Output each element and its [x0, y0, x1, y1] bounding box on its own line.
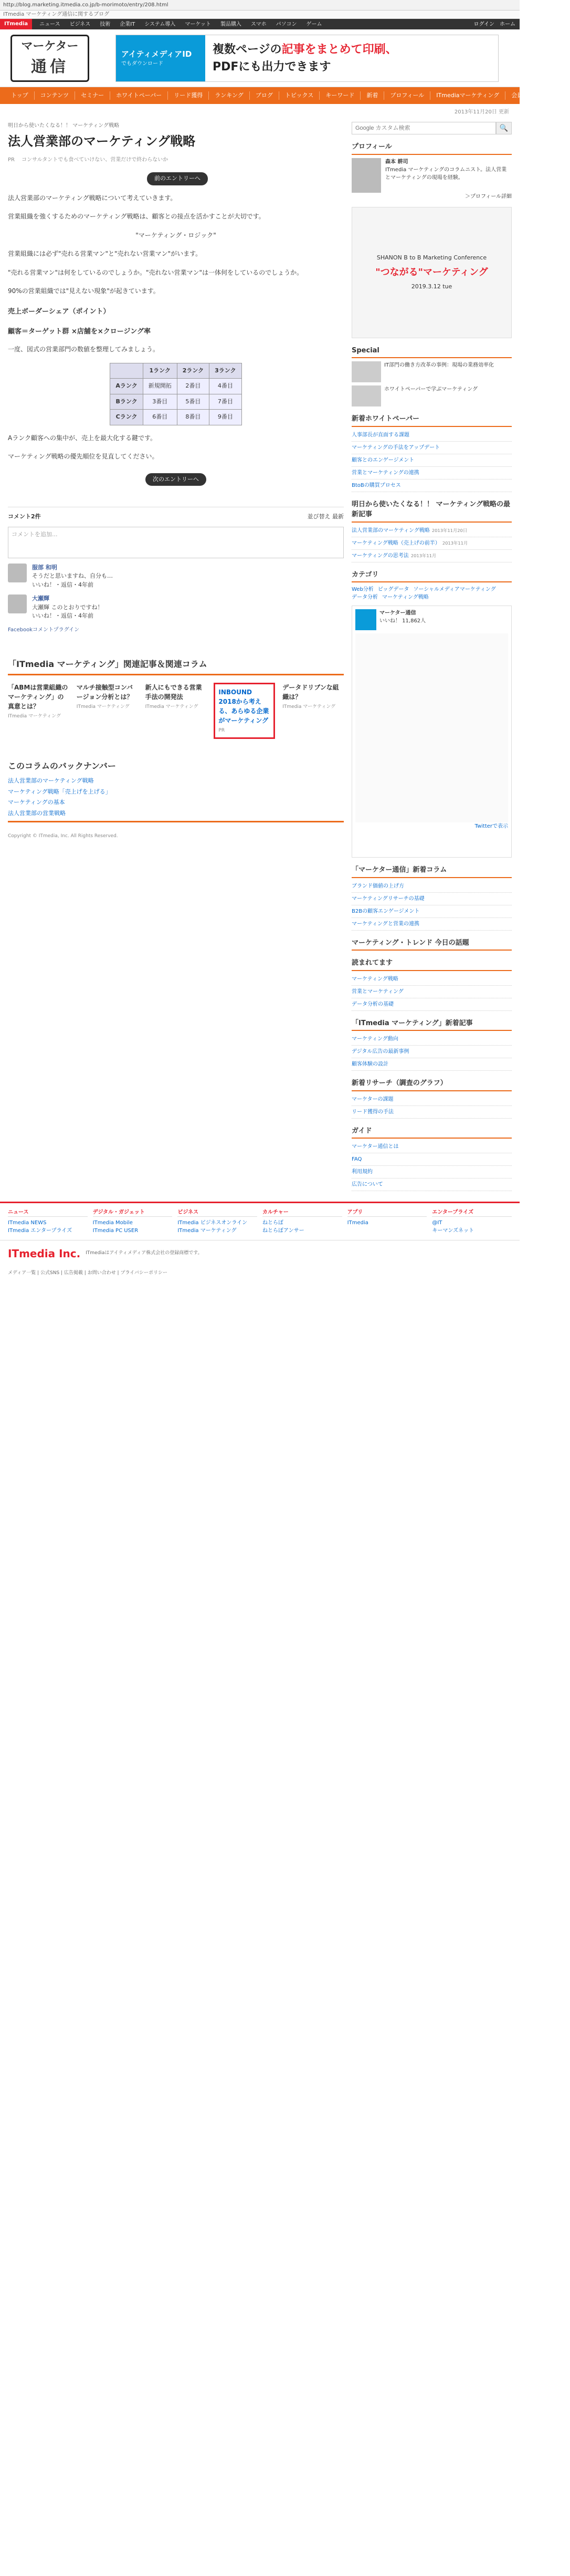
list-item[interactable]: マーケター通信とは: [352, 1141, 512, 1153]
list-item[interactable]: FAQ: [352, 1153, 512, 1166]
footer-col: [177, 1208, 257, 1235]
update-date: 2013年11月20日 更新: [454, 109, 509, 115]
related-card-source: ITmedia マーケティング: [145, 704, 198, 710]
related-grid: [8, 683, 344, 739]
ad-text1: SHANON B to B Marketing Conference: [376, 254, 487, 261]
special-text: ホワイトペーパーで学ぶマーケティング: [384, 387, 478, 392]
related-card-source: PR: [218, 727, 225, 733]
footer-col-title[interactable]: ニュース: [8, 1208, 88, 1217]
footer-link[interactable]: キーマンズネット: [432, 1228, 474, 1234]
network-nav-item[interactable]: システム導入: [144, 21, 176, 27]
itmedia-network-bar: [0, 19, 520, 29]
footer-link[interactable]: ITmedia PC USER: [92, 1228, 139, 1234]
banner-brand-name: アイティメディアID: [121, 49, 192, 59]
ad-text3: 2019.3.12 tue: [411, 283, 452, 290]
profile-title: プロフィール: [352, 142, 512, 155]
banner-brand: [116, 35, 205, 81]
footer-link[interactable]: ITmedia ビジネスオンライン: [177, 1220, 248, 1226]
footer-link[interactable]: ねとらぼ: [262, 1220, 283, 1226]
comment-author[interactable]: 服部 和明: [32, 564, 57, 571]
twitter-link[interactable]: Twitterで表示: [474, 823, 508, 829]
table-cell: 8番目: [177, 410, 209, 425]
table-cell: 2番目: [177, 379, 209, 394]
category-title: カテゴリ: [352, 570, 512, 583]
list-item[interactable]: BtoBの購買プロセス: [352, 479, 512, 492]
table-row: [110, 394, 241, 410]
network-nav-item[interactable]: 企業IT: [120, 21, 135, 27]
column-title: 「マーケター通信」新着コラム: [352, 865, 512, 878]
url-bar[interactable]: http://blog.marketing.itmedia.co.jp/b-morimoto/entry/208.html: [0, 0, 520, 11]
main-nav-item[interactable]: ITmediaマーケティング: [430, 91, 505, 100]
para-2: 営業組織を強くするためのマーケティング戦略は、顧客との接点を活かすことが大切です。: [8, 213, 265, 221]
footer-link[interactable]: ねとらぼアンサー: [262, 1228, 304, 1234]
para-7: Aランク顧客への集中が、売上を最大化する鍵です。: [8, 434, 157, 442]
main-nav-item[interactable]: 新着: [361, 91, 384, 100]
footer: [0, 1202, 520, 1240]
main-nav-item[interactable]: ランキング: [209, 91, 250, 100]
list-item[interactable]: マーケティング動向: [352, 1033, 512, 1046]
footer-col: [8, 1208, 88, 1235]
lead-title: 新着リサーチ（調査のグラフ）: [352, 1078, 512, 1091]
article-title: 法人営業部のマーケティング戦略: [8, 134, 196, 149]
lead-list: [352, 1093, 512, 1119]
related-card-title[interactable]: マルチ接触型コンバージョン分析とは？: [76, 683, 133, 701]
hot-list: [352, 973, 512, 1011]
table-cell: Bランク: [110, 394, 143, 410]
special-thumb: [352, 361, 381, 382]
main-nav-item[interactable]: リード獲得: [168, 91, 209, 100]
itmedia-logo[interactable]: ITmedia: [0, 19, 32, 29]
table-header: 3ランク: [209, 363, 241, 379]
copyright: Copyright © ITmedia, Inc. All Rights Reserved.: [8, 833, 118, 839]
para-5: 90%の営業組織では"見えない現象"が起きています。: [8, 287, 160, 295]
comment-meta[interactable]: いいね！・返信・4年前: [32, 581, 93, 588]
comment-input[interactable]: コメントを追加...: [8, 527, 344, 558]
related-card-source: ITmedia マーケティング: [8, 713, 61, 719]
banner-highlight: 記事をまとめて印刷、: [281, 43, 397, 56]
new-list: [352, 1033, 512, 1071]
backnumber-list: [8, 776, 344, 819]
category-tag[interactable]: ビッグデータ: [377, 587, 409, 592]
para-1: 法人営業部のマーケティング戦略について考えていきます。: [8, 194, 177, 202]
special-item[interactable]: [352, 361, 512, 382]
category-tag[interactable]: マーケティング戦略: [382, 595, 429, 600]
new-title: 「ITmedia マーケティング」新着記事: [352, 1018, 512, 1031]
network-right-item[interactable]: ログイン: [473, 21, 494, 27]
facebook-box: [352, 606, 512, 858]
site-header: [0, 29, 520, 87]
comment: [8, 564, 344, 590]
network-nav-item[interactable]: ゲーム: [306, 21, 322, 27]
main-nav: [0, 87, 564, 104]
footer-link[interactable]: ITmedia Mobile: [92, 1220, 133, 1226]
list-item[interactable]: 営業とマーケティング: [352, 986, 512, 998]
footer-col: [93, 1208, 173, 1235]
guide-list: [352, 1141, 512, 1191]
comment-count: コメント2件: [8, 513, 41, 520]
list-item[interactable]: マーケティング戦略: [352, 973, 512, 986]
share-table: [110, 363, 241, 425]
list-item[interactable]: 利用規約: [352, 1166, 512, 1179]
comment: [8, 595, 344, 621]
table-cell: 5番目: [177, 394, 209, 410]
wp-list: [352, 429, 512, 492]
main-nav-item[interactable]: 会員登録: [505, 91, 541, 100]
network-nav-item[interactable]: パソコン: [276, 21, 297, 27]
main-nav-item[interactable]: セミナー: [75, 91, 110, 100]
main-nav-item[interactable]: トピックス: [279, 91, 320, 100]
list-item[interactable]: ブランド価値の上げ方: [352, 880, 512, 893]
table-header: 2ランク: [177, 363, 209, 379]
list-item[interactable]: 営業とマーケティングの連携: [352, 467, 512, 479]
related-title: 「ITmedia マーケティング」関連記事＆関連コラム: [8, 655, 344, 675]
profile-text: ITmedia マーケティングのコラムニスト。法人営業とマーケティングの現場を経験。: [385, 166, 507, 181]
comment-sort[interactable]: 並び替え 最新: [307, 513, 344, 520]
related-card-source: ITmedia マーケティング: [282, 704, 336, 710]
banner-copy: [205, 35, 498, 81]
fb-page-logo: [355, 609, 376, 630]
table-cell: 7番目: [209, 394, 241, 410]
list-item[interactable]: マーケターの課題: [352, 1093, 512, 1106]
list-date: 2013年11月: [410, 552, 437, 558]
network-nav-item[interactable]: ニュース: [39, 21, 60, 27]
table-header: 1ランク: [143, 363, 177, 379]
trend-title: マーケティング・トレンド 今日の話題: [352, 938, 512, 951]
banner-text1: 複数ページの: [213, 43, 282, 56]
avatar: [352, 158, 381, 193]
network-nav: [32, 20, 322, 28]
network-nav-item[interactable]: ビジネス: [69, 21, 91, 27]
table-row: [110, 379, 241, 394]
meta-pr: PR: [8, 157, 15, 163]
list-item[interactable]: デジタル広告の最新事例: [352, 1046, 512, 1058]
list-item[interactable]: 法人営業部のマーケティング戦略: [8, 777, 94, 785]
heading-1: 売上ボーダーシェア（ポイント）: [8, 308, 110, 316]
list-item[interactable]: マーケティングと営業の連携: [352, 918, 512, 931]
main-nav-item[interactable]: ホワイトペーパー: [110, 91, 168, 100]
special-thumb: [352, 385, 381, 406]
table-cell: Aランク: [110, 379, 143, 394]
comment-text: そうだと思いますね、自分も…: [32, 572, 113, 580]
hot-title: 読まれてます: [352, 958, 512, 971]
main-nav-item[interactable]: キーワード: [320, 91, 361, 100]
para-3: 営業組織には必ず"売れる営業マン"と"売れない営業マン"がいます。: [8, 250, 202, 258]
network-nav-item[interactable]: スマホ: [250, 21, 267, 27]
special-text: IT部門の働き方改革の事例：現場の業務効率化: [384, 362, 494, 368]
profile-name: 森本 耕司: [385, 159, 408, 165]
avatar: [8, 564, 27, 582]
footer-link[interactable]: ITmedia: [347, 1220, 368, 1226]
category-tag[interactable]: データ分析: [352, 595, 378, 600]
comment-author[interactable]: 大瀬輝: [32, 595, 49, 602]
footer-link[interactable]: @IT: [432, 1220, 442, 1226]
list-item[interactable]: マーケティングの思考法 2013年11月: [352, 550, 512, 562]
list-item[interactable]: データ分析の基礎: [352, 998, 512, 1011]
ad-text2: "つながる"マーケティング: [375, 267, 488, 278]
network-nav-item[interactable]: マーケット: [185, 21, 211, 27]
column-list: [352, 880, 512, 931]
list-date: 2013年11月20日: [431, 527, 468, 533]
wp-title: 新着ホワイトペーパー: [352, 414, 512, 427]
comment-body: [32, 564, 113, 590]
table-cell: 6番目: [143, 410, 177, 425]
avatar: [8, 595, 27, 613]
list-item[interactable]: B2Bの顧客エンゲージメント: [352, 905, 512, 918]
profile: [352, 158, 512, 193]
top-banner-ad[interactable]: [115, 35, 499, 82]
backnumber: [8, 760, 344, 822]
logo-line2: 通信: [31, 57, 69, 76]
related-card[interactable]: [214, 683, 275, 739]
category-tag[interactable]: Web分析: [352, 587, 374, 592]
special-list: [352, 361, 512, 406]
list-item[interactable]: マーケティングの手法をアップデート: [352, 442, 512, 454]
list-item[interactable]: リード獲得の手法: [352, 1106, 512, 1119]
list-item[interactable]: 法人営業部のマーケティング戦略 2013年11月20日: [352, 525, 512, 537]
table-cell: 9番目: [209, 410, 241, 425]
related-card-title[interactable]: INBOUND 2018から考える、あらゆる企業がマーケティング: [218, 688, 269, 724]
network-right-item[interactable]: ホーム: [500, 21, 515, 27]
main-column: [8, 120, 344, 1191]
list-item[interactable]: 広告について: [352, 1179, 512, 1191]
comment-meta[interactable]: いいね！・返信・4年前: [32, 612, 93, 620]
main-nav-item[interactable]: トップ: [5, 91, 35, 100]
table-cell: 新規開拓: [143, 379, 177, 394]
related-card-title[interactable]: 「ABMは営業組織のマーケティング」の真意とは？: [8, 683, 68, 710]
related-card-source: ITmedia マーケティング: [76, 704, 130, 710]
footer-col: [432, 1208, 512, 1235]
table-cell: 3番目: [143, 394, 177, 410]
heading-2: 顧客＝ターゲット群 ×店舗を×クロージング率: [8, 327, 151, 336]
network-right: [474, 20, 520, 28]
main-nav-item[interactable]: その他: [541, 91, 570, 100]
sidebar: [352, 120, 512, 1191]
list-item[interactable]: 人事部長が直面する課題: [352, 429, 512, 442]
special-item[interactable]: [352, 385, 512, 406]
sub-bar: [0, 104, 520, 120]
list-date: 2013年11月: [442, 540, 468, 546]
page-tab-title: ITmedia マーケティング通信に関するブログ: [0, 11, 520, 19]
breadcrumb[interactable]: 明日から使いたくなる！！ マーケティング戦略: [8, 123, 119, 129]
footer-col: [347, 1208, 427, 1235]
related-card-title[interactable]: データドリブンな組織は？: [282, 683, 339, 701]
banner-text2: PDFにも出力できます: [213, 60, 331, 74]
table-cell: 4番目: [209, 379, 241, 394]
footer-link[interactable]: ITmedia NEWS: [8, 1220, 47, 1226]
list-item[interactable]: 法人営業部の営業戦略: [8, 809, 66, 817]
para-6: 一度、図式の営業部門の数値を整理してみましょう。: [8, 346, 160, 353]
prev-entry-button[interactable]: 前のエントリーへ: [147, 172, 208, 185]
side-ad[interactable]: [352, 207, 512, 338]
para-4: "売れる営業マン"は何をしているのでしょうか。"売れない営業マン"は一体何をしているのでしょうか。: [8, 268, 303, 276]
related-card[interactable]: [145, 683, 207, 739]
category-tag[interactable]: ソーシャルメディアマーケティング: [413, 587, 496, 592]
article-body: [8, 193, 344, 463]
footer-col-title[interactable]: エンタープライズ: [432, 1208, 512, 1217]
special-title: Special: [352, 346, 512, 359]
related-card-title[interactable]: 新人にもできる営業手法の開発法: [145, 683, 202, 701]
footer-link[interactable]: ITmedia エンタープライズ: [8, 1228, 72, 1234]
related-card[interactable]: [8, 683, 69, 739]
table-row: [110, 410, 241, 425]
table-header: [110, 363, 143, 379]
list-item[interactable]: マーケティングの基本: [8, 799, 65, 806]
footer-col-title[interactable]: アプリ: [347, 1208, 427, 1217]
related-card[interactable]: [282, 683, 344, 739]
meta-link[interactable]: コンサルタントでも食べていけない、営業だけで終わらないか: [22, 157, 168, 163]
search-box: [352, 122, 512, 134]
section-logic: "マーケティング・ロジック": [135, 231, 216, 239]
category-tags: [352, 586, 512, 601]
comment-body: [32, 595, 103, 621]
related-card[interactable]: [77, 683, 138, 739]
next-entry-button[interactable]: 次のエントリーへ: [145, 473, 206, 486]
table-cell: Cランク: [110, 410, 143, 425]
fb-title[interactable]: マーケター通信: [379, 610, 416, 616]
backnumber-title: このコラムのバックナンバー: [8, 761, 116, 771]
footer-col-title[interactable]: デジタル・ガジェット: [93, 1208, 173, 1217]
itmedia-inc-logo[interactable]: ITmedia Inc.: [8, 1247, 81, 1260]
trademark-text: ITmediaはアイティメディア株式会社の登録商標です。: [86, 1250, 203, 1256]
site-logo[interactable]: [10, 35, 89, 82]
list-item[interactable]: マーケティングリサーチの基礎: [352, 893, 512, 905]
network-nav-item[interactable]: 技術: [100, 21, 111, 27]
footer-link[interactable]: ITmedia マーケティング: [177, 1228, 237, 1234]
bottom-bar: [0, 1240, 520, 1267]
article-meta: [8, 156, 344, 164]
fb-likes: いいね！ 11,862人: [379, 618, 426, 624]
footer-col: [262, 1208, 342, 1235]
network-nav-item[interactable]: 製品購入: [220, 21, 241, 27]
main-nav-item[interactable]: コンテンツ: [35, 91, 75, 100]
main-nav-item[interactable]: プロフィール: [384, 91, 430, 100]
ranking-list: [352, 525, 512, 562]
comment-section: [8, 507, 344, 634]
logo-line1: マーケター: [21, 39, 79, 53]
ranking-title: 明日から使いたくなる！！ マーケティング戦略の最新記事: [352, 499, 512, 523]
profile-link[interactable]: ＞プロフィール詳細: [465, 193, 512, 200]
fb-plugin-label[interactable]: Facebookコメントプラグイン: [8, 627, 80, 633]
banner-brand-sub: でもダウンロード: [121, 61, 163, 67]
list-item[interactable]: 顧客体験の設計: [352, 1058, 512, 1071]
list-item[interactable]: 顧客とのエンゲージメント: [352, 454, 512, 467]
guide-title: ガイド: [352, 1126, 512, 1139]
fb-timeline[interactable]: [355, 633, 508, 822]
main-nav-item[interactable]: ブログ: [250, 91, 279, 100]
footer-col-title[interactable]: ビジネス: [177, 1208, 257, 1217]
bottom-links[interactable]: メディア一覧 | 公式SNS | 広告掲載 | お問い合わせ | プライバシーポリシー: [8, 1270, 168, 1276]
list-item[interactable]: マーケティング戦略「売上げを上げる」: [8, 788, 111, 795]
list-item[interactable]: マーケティング戦略（売上げの前半） 2013年11月: [352, 537, 512, 550]
search-icon[interactable]: 🔍: [496, 122, 512, 134]
search-input[interactable]: [352, 122, 496, 134]
comment-list: [8, 564, 344, 621]
footer-col-title[interactable]: カルチャー: [262, 1208, 342, 1217]
comment-text: 大瀬輝 このとおりですね！: [32, 603, 103, 611]
para-8: マーケティング戦略の優先順位を見直してください。: [8, 453, 159, 461]
